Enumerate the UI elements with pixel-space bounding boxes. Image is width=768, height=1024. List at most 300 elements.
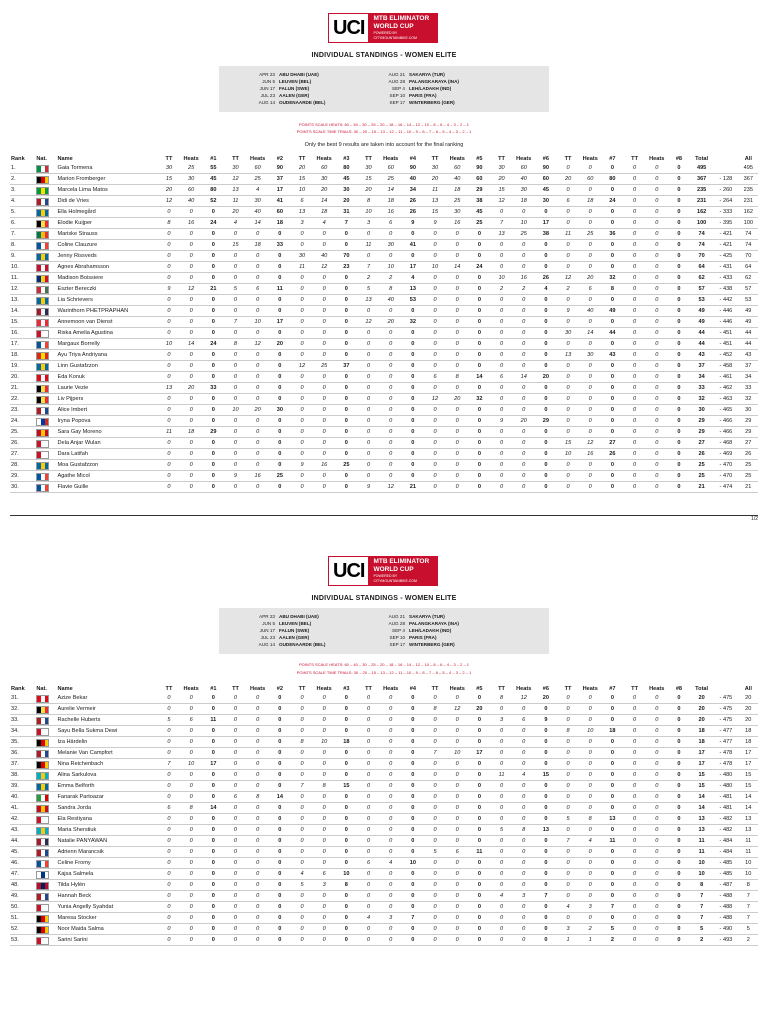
round-points: 90	[468, 163, 490, 174]
column-header: TT	[564, 156, 572, 162]
stage-points: 0	[247, 891, 269, 902]
stage-points: 0	[247, 262, 269, 273]
logo-line-1: MTB ELIMINATOR	[373, 15, 430, 22]
stage-points: 0	[424, 814, 446, 825]
stage-points: 0	[247, 715, 269, 726]
all-points: 5	[739, 924, 758, 935]
stage-points: 0	[646, 770, 668, 781]
round-points: 18	[269, 218, 291, 229]
stage-points: 0	[490, 737, 512, 748]
stage-points: 0	[557, 748, 579, 759]
round-points: 14	[468, 372, 490, 383]
total-points: 235	[690, 185, 713, 196]
stage-points: 0	[624, 295, 646, 306]
round-points: 0	[535, 339, 557, 350]
all-points: 33	[739, 383, 758, 394]
stage-points: 0	[624, 416, 646, 427]
round-points: 41	[402, 240, 424, 251]
round-points: 0	[202, 847, 224, 858]
round-points: 90	[269, 163, 291, 174]
stage-points: 0	[158, 295, 180, 306]
stage-points: 5	[158, 715, 180, 726]
stage-points: 0	[180, 869, 202, 880]
stage-points: 11	[557, 229, 579, 240]
round-points: 0	[202, 229, 224, 240]
rank-cell: 39.	[10, 781, 35, 792]
stage-points: 0	[624, 196, 646, 207]
round-points: 0	[402, 361, 424, 372]
stage-points: 0	[380, 869, 402, 880]
stage-points: 0	[247, 383, 269, 394]
table-row	[10, 394, 758, 405]
all-points: 11	[739, 836, 758, 847]
stage-points: 0	[424, 449, 446, 460]
round-points: 0	[668, 372, 690, 383]
stage-points: 0	[224, 825, 246, 836]
table-row	[10, 317, 758, 328]
stage-points: 4	[313, 218, 335, 229]
stage-points: 20	[380, 317, 402, 328]
round-points: 0	[269, 372, 291, 383]
stage-points: 0	[557, 185, 579, 196]
stage-points: 60	[579, 174, 601, 185]
stage-points: 0	[624, 902, 646, 913]
stage-points: 0	[624, 913, 646, 924]
rank-cell: 13.	[10, 295, 35, 306]
stage-points: 0	[646, 482, 668, 493]
stage-points: 15	[490, 185, 512, 196]
round-points: 0	[402, 394, 424, 405]
stage-points: 0	[313, 924, 335, 935]
stage-points: 0	[557, 295, 579, 306]
stage-points: 0	[313, 273, 335, 284]
stage-points: 12	[313, 262, 335, 273]
round-points: 0	[668, 196, 690, 207]
gap-to-leader: - 475	[713, 693, 738, 704]
stage-points: 0	[579, 251, 601, 262]
stage-points: 10	[158, 339, 180, 350]
round-points: 0	[601, 163, 623, 174]
all-points: 231	[739, 196, 758, 207]
all-points: 13	[739, 825, 758, 836]
gap-to-leader: - 128	[713, 174, 738, 185]
table-row	[10, 935, 758, 946]
round-points: 0	[468, 891, 490, 902]
round-points: 0	[202, 913, 224, 924]
table-row	[10, 405, 758, 416]
gap-to-leader: - 466	[713, 427, 738, 438]
stage-points: 0	[446, 913, 468, 924]
round-points: 0	[601, 240, 623, 251]
stage-points: 0	[224, 704, 246, 715]
table-row	[10, 163, 758, 174]
round-points: 0	[535, 792, 557, 803]
rider-name: Fanarak Partoazar	[56, 792, 157, 803]
column-header: TT	[165, 686, 173, 692]
round-points: 0	[202, 770, 224, 781]
round-points: 29	[468, 185, 490, 196]
rider-name: Sarini Sarini	[56, 935, 157, 946]
all-points: 29	[739, 416, 758, 427]
round-points: 45	[535, 185, 557, 196]
round-points: 21	[202, 284, 224, 295]
rank-cell: 50.	[10, 902, 35, 913]
stage-points: 0	[313, 891, 335, 902]
round-points: 2	[601, 935, 623, 946]
stage-points: 0	[424, 460, 446, 471]
stage-points: 0	[646, 792, 668, 803]
stage-points: 0	[490, 748, 512, 759]
stage-points: 0	[158, 251, 180, 262]
stage-points: 0	[446, 416, 468, 427]
stage-points: 0	[158, 726, 180, 737]
total-points: 7	[690, 902, 713, 913]
flag-icon	[36, 319, 49, 327]
round-points: 0	[535, 748, 557, 759]
round-points: 0	[202, 471, 224, 482]
gap-to-leader: - 478	[713, 748, 738, 759]
round-points: 5	[601, 924, 623, 935]
stage-points: 0	[380, 770, 402, 781]
column-header: TT	[365, 156, 372, 162]
column-header	[713, 156, 738, 163]
stage-points: 0	[624, 869, 646, 880]
round-points: 29	[535, 416, 557, 427]
round-points: 0	[601, 792, 623, 803]
round-points: 0	[535, 262, 557, 273]
stage-points: 0	[180, 693, 202, 704]
rank-cell: 36.	[10, 748, 35, 759]
stage-points: 0	[579, 372, 601, 383]
total-points: 44	[690, 339, 713, 350]
stage-points: 0	[158, 438, 180, 449]
stage-points: 0	[247, 438, 269, 449]
stage-points: 0	[380, 394, 402, 405]
rank-cell: 18.	[10, 350, 35, 361]
stage-points: 0	[180, 847, 202, 858]
round-points: 0	[535, 251, 557, 262]
flag-icon	[36, 750, 49, 758]
round-points: 7	[535, 891, 557, 902]
round-points: 0	[601, 803, 623, 814]
gap-to-leader: - 487	[713, 880, 738, 891]
round-points: 0	[601, 372, 623, 383]
table-row	[10, 836, 758, 847]
rider-name: Margaux Borrelly	[56, 339, 157, 350]
gap-to-leader: - 477	[713, 737, 738, 748]
stage-points: 0	[424, 229, 446, 240]
stage-points: 9	[224, 471, 246, 482]
stage-points: 0	[579, 394, 601, 405]
stage-points: 10	[357, 207, 379, 218]
round-points: 20	[535, 372, 557, 383]
stage-points: 8	[424, 704, 446, 715]
logo-line-1: MTB ELIMINATOR	[373, 558, 430, 565]
rider-name: Ela Restiyana	[56, 814, 157, 825]
stage-points: 12	[557, 273, 579, 284]
round-points: 0	[202, 748, 224, 759]
stage-points: 3	[557, 924, 579, 935]
calendar-date: SEP 10	[389, 635, 405, 640]
stage-points: 10	[224, 405, 246, 416]
round-points: 0	[335, 792, 357, 803]
calendar-venue: LEUVEN (BEL)	[279, 79, 312, 84]
stage-points: 0	[180, 825, 202, 836]
gap-to-leader: - 470	[713, 471, 738, 482]
round-points: 0	[202, 438, 224, 449]
stage-points: 4	[557, 902, 579, 913]
stage-points: 0	[513, 482, 535, 493]
stage-points: 10	[446, 748, 468, 759]
gap-to-leader: - 470	[713, 460, 738, 471]
table-row	[10, 770, 758, 781]
stage-points: 18	[513, 196, 535, 207]
calendar-venue: OUDENAARDE (BEL)	[279, 100, 326, 105]
rider-name: Aurelie Vermeir	[56, 704, 157, 715]
round-points: 0	[402, 902, 424, 913]
round-points: 0	[402, 935, 424, 946]
stage-points: 0	[180, 251, 202, 262]
stage-points: 0	[624, 405, 646, 416]
stage-points: 0	[490, 405, 512, 416]
stage-points: 0	[646, 924, 668, 935]
stage-points: 0	[513, 306, 535, 317]
stage-points: 0	[291, 438, 313, 449]
table-row	[10, 295, 758, 306]
round-points: 0	[202, 273, 224, 284]
stage-points: 0	[357, 737, 379, 748]
round-points: 0	[335, 847, 357, 858]
stage-points: 0	[579, 803, 601, 814]
gap-to-leader: - 421	[713, 229, 738, 240]
stage-points: 0	[624, 185, 646, 196]
stage-points: 5	[291, 880, 313, 891]
stage-points: 0	[646, 328, 668, 339]
rank-cell: 25.	[10, 427, 35, 438]
stage-points: 0	[424, 858, 446, 869]
round-points: 0	[601, 295, 623, 306]
stage-points: 20	[291, 163, 313, 174]
stage-points: 0	[624, 438, 646, 449]
calendar-entry	[249, 92, 325, 99]
rider-name: Agnes Abrahamsson	[56, 262, 157, 273]
rank-cell: 26.	[10, 438, 35, 449]
table-row	[10, 704, 758, 715]
stage-points: 25	[380, 174, 402, 185]
rank-cell: 4.	[10, 196, 35, 207]
stage-points: 0	[424, 328, 446, 339]
rider-name: Rachelle Huberts	[56, 715, 157, 726]
stage-points: 0	[579, 748, 601, 759]
round-points: 60	[468, 174, 490, 185]
rider-name: Dela Anjar Wulan	[56, 438, 157, 449]
stage-points: 0	[224, 902, 246, 913]
stage-points: 0	[513, 449, 535, 460]
round-points: 0	[269, 295, 291, 306]
round-points: 13	[601, 814, 623, 825]
rider-name: Hannah Beck	[56, 891, 157, 902]
stage-points: 0	[579, 913, 601, 924]
stage-points: 0	[158, 792, 180, 803]
table-row	[10, 339, 758, 350]
stage-points: 0	[224, 295, 246, 306]
stage-points: 0	[513, 704, 535, 715]
stage-points: 0	[557, 317, 579, 328]
gap-to-leader: - 461	[713, 372, 738, 383]
flag-icon	[36, 330, 49, 338]
stage-points: 0	[446, 251, 468, 262]
stage-points: 0	[291, 902, 313, 913]
stage-points: 0	[579, 405, 601, 416]
column-header: Heats	[383, 686, 399, 692]
round-points: 0	[335, 229, 357, 240]
round-points: 14	[269, 792, 291, 803]
stage-points: 0	[446, 935, 468, 946]
stage-points: 0	[490, 427, 512, 438]
stage-points: 0	[557, 394, 579, 405]
stage-points: 0	[446, 836, 468, 847]
stage-points: 0	[380, 715, 402, 726]
stage-points: 0	[624, 163, 646, 174]
nat-cell	[35, 460, 56, 471]
nat-cell	[35, 704, 56, 715]
stage-points: 0	[490, 328, 512, 339]
flag-icon	[36, 926, 49, 934]
nat-cell	[35, 471, 56, 482]
flag-icon	[36, 429, 49, 437]
stage-points: 0	[357, 847, 379, 858]
stage-points: 0	[490, 471, 512, 482]
round-points: 0	[402, 792, 424, 803]
logo-powered: POWERED BY CITYMOUNTAINBIKE.COM	[373, 574, 417, 583]
stage-points: 4	[224, 218, 246, 229]
stage-points: 0	[624, 240, 646, 251]
column-header: #1	[210, 156, 217, 162]
gap-to-leader: - 488	[713, 902, 738, 913]
rank-cell: 24.	[10, 416, 35, 427]
stage-points: 12	[247, 339, 269, 350]
round-points: 0	[535, 814, 557, 825]
round-points: 0	[335, 715, 357, 726]
stage-points: 0	[313, 759, 335, 770]
stage-points: 15	[158, 174, 180, 185]
total-points: 21	[690, 482, 713, 493]
stage-points: 0	[180, 416, 202, 427]
flag-icon	[36, 827, 49, 835]
round-points: 70	[335, 251, 357, 262]
rider-name: Coline Clauzure	[56, 240, 157, 251]
table-row	[10, 726, 758, 737]
table-row	[10, 240, 758, 251]
stage-points: 0	[557, 471, 579, 482]
calendar-left	[249, 613, 325, 648]
stage-points: 0	[490, 361, 512, 372]
stage-points: 0	[380, 328, 402, 339]
stage-points: 0	[624, 284, 646, 295]
round-points: 0	[668, 207, 690, 218]
stage-points: 40	[380, 295, 402, 306]
stage-points: 4	[291, 869, 313, 880]
total-points: 20	[690, 693, 713, 704]
stage-points: 0	[357, 251, 379, 262]
stage-points: 10	[557, 449, 579, 460]
stage-points: 30	[513, 185, 535, 196]
gap-to-leader: - 478	[713, 759, 738, 770]
calendar-date: SEP 10	[389, 93, 405, 98]
flag-icon	[36, 860, 49, 868]
all-points: 13	[739, 814, 758, 825]
stage-points: 0	[646, 196, 668, 207]
stage-points: 40	[446, 174, 468, 185]
round-points: 0	[269, 350, 291, 361]
round-points: 0	[535, 847, 557, 858]
column-header: Nat.	[36, 156, 47, 162]
round-points: 0	[402, 416, 424, 427]
stage-points: 14	[513, 372, 535, 383]
round-points: 0	[202, 814, 224, 825]
rider-name: Gaia Tormena	[56, 163, 157, 174]
stage-points: 0	[646, 726, 668, 737]
round-points: 17	[202, 759, 224, 770]
total-points: 15	[690, 781, 713, 792]
stage-points: 0	[180, 836, 202, 847]
round-points: 0	[269, 847, 291, 858]
rank-cell: 11.	[10, 273, 35, 284]
flag-icon	[36, 451, 49, 459]
stage-points: 0	[646, 295, 668, 306]
stage-points: 8	[313, 781, 335, 792]
table-row	[10, 825, 758, 836]
table-row	[10, 869, 758, 880]
stage-points: 0	[424, 284, 446, 295]
stage-points: 0	[291, 803, 313, 814]
round-points: 0	[202, 737, 224, 748]
stage-points: 0	[557, 460, 579, 471]
stage-points: 0	[446, 726, 468, 737]
stage-points: 0	[624, 924, 646, 935]
stage-points: 0	[291, 693, 313, 704]
stage-points: 0	[513, 427, 535, 438]
all-points: 49	[739, 317, 758, 328]
flag-icon	[36, 396, 49, 404]
round-points: 0	[269, 416, 291, 427]
calendar-venue: LEH/LADAKH (IND)	[409, 628, 452, 633]
stage-points: 0	[291, 350, 313, 361]
rider-name: Azize Bekar	[56, 693, 157, 704]
round-points: 0	[402, 924, 424, 935]
round-points: 0	[202, 460, 224, 471]
gap-to-leader: - 442	[713, 295, 738, 306]
round-points: 24	[202, 218, 224, 229]
stage-points: 30	[557, 328, 579, 339]
stage-points: 0	[291, 935, 313, 946]
stage-points: 0	[313, 317, 335, 328]
stage-points: 0	[224, 328, 246, 339]
round-points: 90	[402, 163, 424, 174]
round-points: 0	[335, 693, 357, 704]
nat-cell	[35, 759, 56, 770]
stage-points: 0	[313, 372, 335, 383]
stage-points: 3	[291, 218, 313, 229]
round-points: 0	[535, 361, 557, 372]
total-points: 74	[690, 229, 713, 240]
gap-to-leader: - 488	[713, 891, 738, 902]
table-row	[10, 262, 758, 273]
stage-points: 0	[158, 372, 180, 383]
stage-points: 0	[446, 902, 468, 913]
stage-points: 30	[158, 163, 180, 174]
stage-points: 40	[513, 174, 535, 185]
